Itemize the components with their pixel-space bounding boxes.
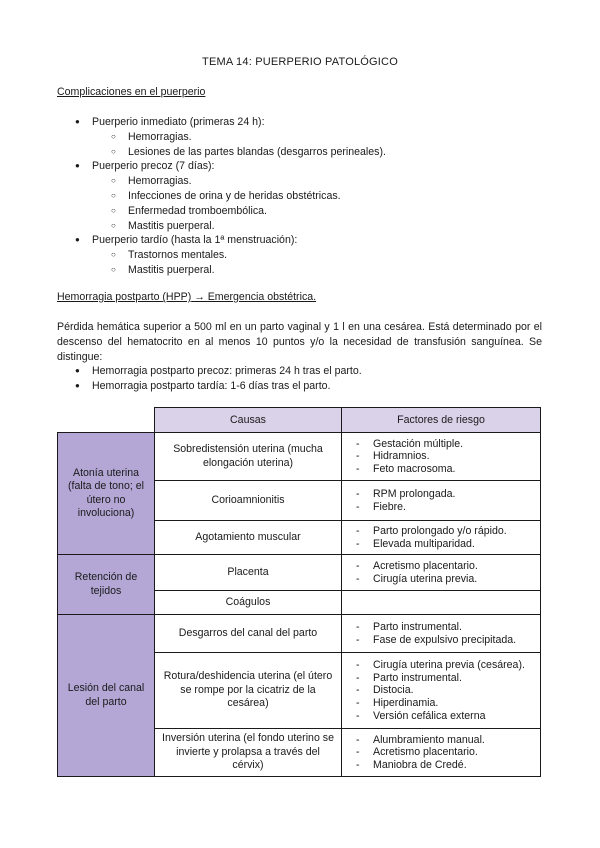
table-corner [58, 408, 155, 433]
risk-item: - Maniobra de Credé. [356, 759, 534, 772]
group-cell: Lesión del canal del parto [58, 615, 155, 777]
risk-factors-cell [342, 615, 541, 653]
cause-cell: Sobredistensión uterina (mucha elongación uterina) [155, 433, 342, 481]
risk-item: - Parto instrumental. [356, 672, 534, 685]
risk-factors-cell [342, 521, 541, 555]
list-item [57, 233, 386, 277]
list-item-label: Puerperio tardío (hasta la 1ª menstruación): [92, 234, 298, 247]
risk-item: - Acretismo placentario. [356, 746, 534, 759]
risk-item: - Fiebre. [356, 501, 534, 514]
risk-factors-cell [342, 653, 541, 729]
risk-factors-cell [342, 729, 541, 777]
list-item: ● Hemorragia postparto tardía: 1-6 días tras el parto. [57, 379, 362, 394]
hpp-heading-text: Hemorragia postparto (HPP) [57, 291, 192, 303]
risk-item: - RPM prolongada. [356, 488, 534, 501]
hpp-bullet-list [57, 364, 362, 394]
group-cell: Atonía uterina (falta de tono; el útero no involuciona) [58, 433, 155, 555]
list-item [57, 159, 386, 233]
list-item-label: Puerperio inmediato (primeras 24 h): [92, 116, 265, 128]
sub-list-item: ○ Trastornos mentales. [92, 248, 386, 263]
hpp-heading [57, 291, 316, 303]
sub-list-item: ○ Mastitis puerperal. [92, 219, 386, 234]
risk-list [356, 560, 534, 585]
group-cell: Retención de tejidos [58, 555, 155, 615]
risk-item: - Versión cefálica externa [356, 710, 534, 723]
risk-table [57, 407, 541, 777]
risk-item: - Hidramnios. [356, 450, 534, 463]
sub-list-item: ○ Infecciones de orina y de heridas obstétricas. [92, 189, 386, 204]
hpp-heading-rest: → Emergencia obstétrica. [191, 291, 317, 303]
sub-list [92, 248, 386, 278]
sub-list [92, 174, 386, 233]
sub-list-item: ○ Hemorragias. [92, 130, 386, 145]
table-row [58, 615, 541, 653]
cause-cell: Corioamnionitis [155, 481, 342, 521]
list-item: ● Hemorragia postparto precoz: primeras 24 h tras el parto. [57, 364, 362, 379]
risk-item: - Feto macrosoma. [356, 463, 534, 476]
risk-item: - Alumbramiento manual. [356, 734, 534, 747]
table-row [58, 555, 541, 591]
sub-list [92, 130, 386, 160]
table-row [58, 433, 541, 481]
risk-list [356, 525, 534, 550]
cause-cell: Coágulos [155, 591, 342, 615]
header-factores: Factores de riesgo [342, 408, 541, 433]
risk-list [356, 734, 534, 772]
risk-list [356, 621, 534, 646]
risk-factors-cell [342, 555, 541, 591]
risk-factors-cell [342, 481, 541, 521]
cause-cell: Placenta [155, 555, 342, 591]
sub-list-item: ○ Lesiones de las partes blandas (desgarros perineales). [92, 145, 386, 160]
complicaciones-heading: Complicaciones en el puerperio [57, 86, 206, 98]
complicaciones-list [57, 115, 386, 278]
list-item-label: Puerperio precoz (7 días): [92, 160, 215, 173]
list-item [57, 115, 386, 159]
risk-item: - Acretismo placentario. [356, 560, 534, 573]
cause-cell: Agotamiento muscular [155, 521, 342, 555]
risk-item: - Distocia. [356, 684, 534, 697]
sub-list-item: ○ Enfermedad tromboembólica. [92, 204, 386, 219]
cause-cell: Rotura/deshidencia uterina (el útero se rompe por la cicatriz de la cesárea) [155, 653, 342, 729]
cause-cell: Inversión uterina (el fondo uterino se invierte y prolapsa a través del cérvix) [155, 729, 342, 777]
risk-list [356, 488, 534, 513]
cause-cell: Desgarros del canal del parto [155, 615, 342, 653]
risk-list [356, 438, 534, 476]
risk-factors-cell [342, 433, 541, 481]
risk-item: - Parto instrumental. [356, 621, 534, 634]
table-header-row [58, 408, 541, 433]
header-causas: Causas [155, 408, 342, 433]
risk-item: - Hiperdinamia. [356, 697, 534, 710]
risk-factors-cell [342, 591, 541, 615]
risk-list [356, 659, 534, 722]
risk-item: - Cirugía uterina previa (cesárea). [356, 659, 534, 672]
risk-item: - Cirugía uterina previa. [356, 573, 534, 586]
risk-item: - Fase de expulsivo precipitada. [356, 634, 534, 647]
risk-item: - Gestación múltiple. [356, 438, 534, 451]
hpp-paragraph: Pérdida hemática superior a 500 ml en un parto vaginal y 1 l en una cesárea. Está determinado por el descenso del hematocrito en al menos 10 puntos y/o la necesidad de transfusión sanguínea. Se distingue: [57, 321, 542, 363]
risk-item: - Parto prolongado y/o rápido. [356, 525, 534, 538]
sub-list-item: ○ Hemorragias. [92, 174, 386, 189]
page-title: TEMA 14: PUERPERIO PATOLÓGICO [202, 56, 398, 68]
sub-list-item: ○ Mastitis puerperal. [92, 263, 386, 278]
risk-item: - Elevada multiparidad. [356, 538, 534, 551]
